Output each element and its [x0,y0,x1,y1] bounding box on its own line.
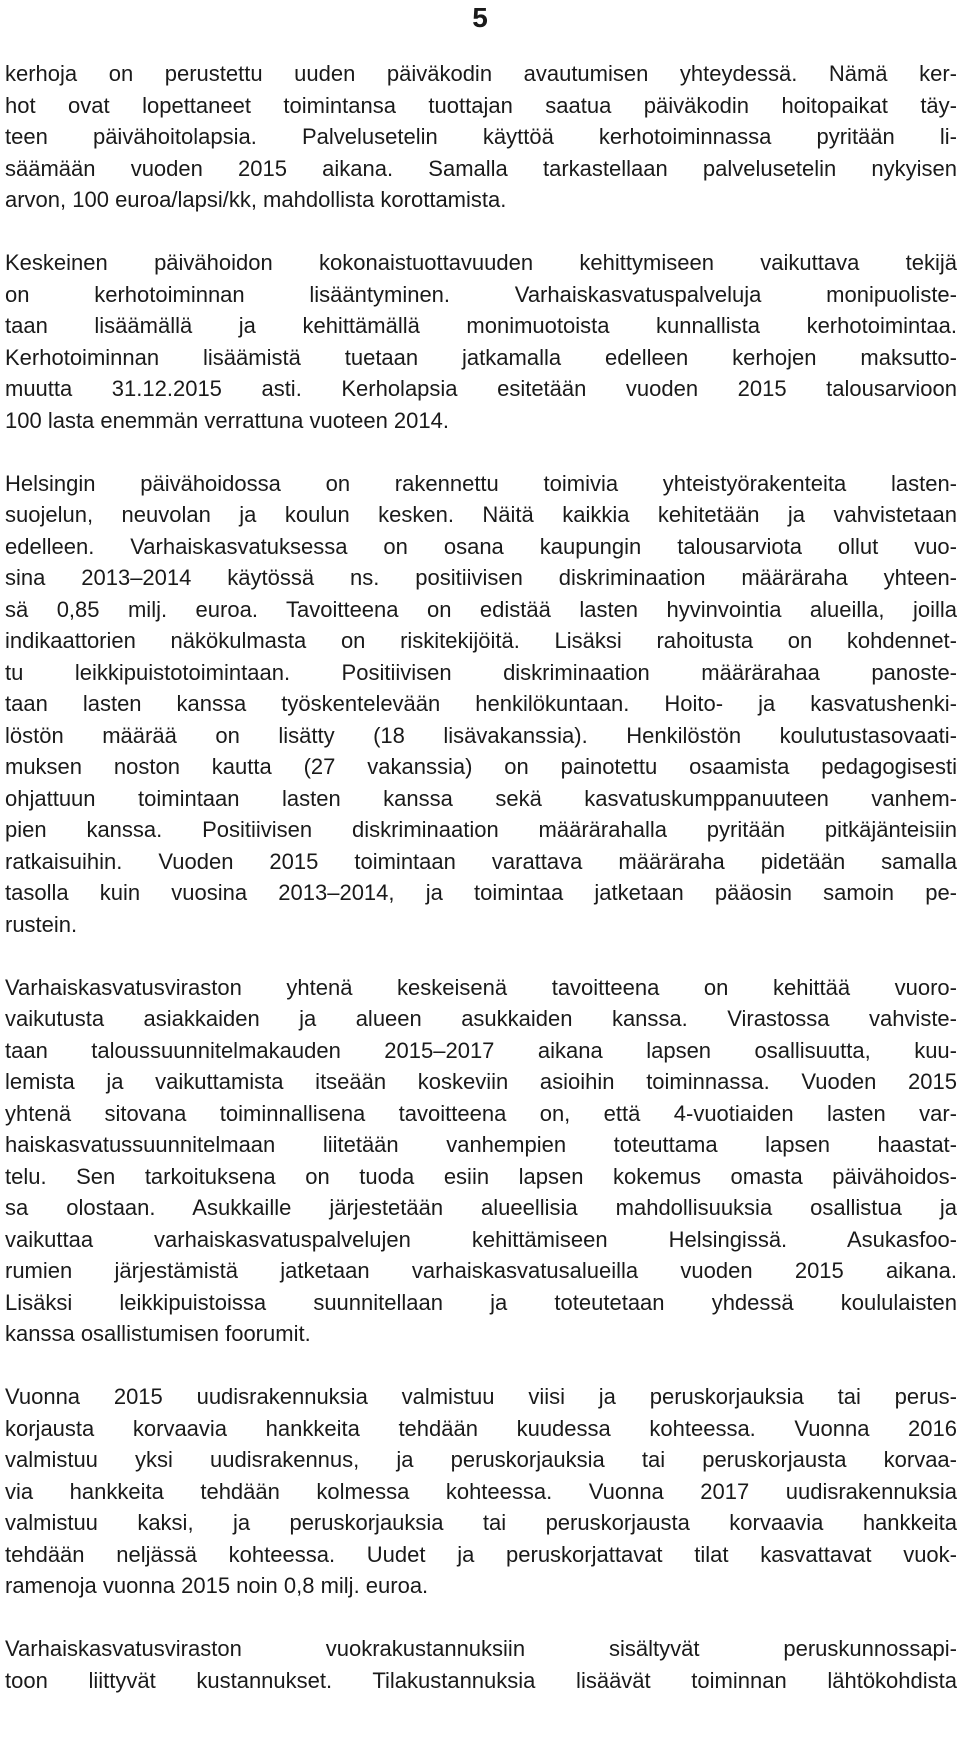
text-line: Varhaiskasvatusviraston vuokrakustannuksiin sisältyvät peruskunnossapi- [5,1636,957,1661]
text-line: hot ovat lopettaneet toimintansa tuottajan saatua päiväkodin hoitopaikat täy- [5,92,957,118]
paragraph [5,468,957,941]
text-line: Kerhotoiminnan lisäämistä tuetaan jatkamalla edelleen kerhojen maksutto- [5,344,957,370]
text-line: teen päivähoitolapsia. Palvelusetelin käyttöä kerhotoiminnassa pyritään li- [5,124,957,149]
document-body [5,58,957,1728]
text-line: lemista ja vaikuttamista itseään koskeviin asioihin toiminnassa. Vuoden 2015 [5,1069,957,1094]
text-line: Helsingin päivähoidossa on rakennettu toimivia yhteistyörakenteita lasten- [5,470,957,496]
paragraph [5,58,957,216]
text-line: telu. Sen tarkoituksena on tuoda esiin lapsen kokemus omasta päivähoidos- [5,1163,957,1189]
text-line: kerhoja on perustettu uuden päiväkodin avautumisen yhteydessä. Nämä ker- [5,61,957,86]
paragraph [5,972,957,1350]
text-line: suojelun, neuvolan ja koulun kesken. Näitä kaikkia kehitetään ja vahvistetaan [5,502,957,527]
text-line: taan lasten kanssa työskentelevään henkilökuntaan. Hoito- ja kasvatushenki- [5,691,957,716]
text-line: Vuonna 2015 uudisrakennuksia valmistuu viisi ja peruskorjauksia tai perus- [5,1384,957,1409]
text-line: arvon, 100 euroa/lapsi/kk, mahdollista korottamista. [5,187,507,212]
text-line: on kerhotoiminnan lisääntyminen. Varhaiskasvatuspalveluja monipuoliste- [5,281,957,307]
text-line: tehdään neljässä kohteessa. Uudet ja peruskorjattavat tilat kasvattavat vuok- [5,1541,957,1567]
text-line: kanssa osallistumisen foorumit. [5,1321,311,1346]
text-line: korjausta korvaavia hankkeita tehdään kuudessa kohteessa. Vuonna 2016 [5,1415,957,1441]
text-line: indikaattorien näkökulmasta on riskitekijöitä. Lisäksi rahoitusta on kohdennet- [5,628,957,653]
text-line: sä 0,85 milj. euroa. Tavoitteena on edistää lasten hyvinvointia alueilla, joilla [5,596,957,622]
paragraph [5,1381,957,1602]
text-line: sa olostaan. Asukkaille järjestetään alueellisia mahdollisuuksia osallistua ja [5,1195,957,1220]
text-line: haiskasvatussuunnitelmaan liitetään vanhempien toteuttama lapsen haastat- [5,1132,957,1157]
text-line: vaikutusta asiakkaiden ja alueen asukkaiden kanssa. Virastossa vahviste- [5,1006,957,1031]
text-line: pien kanssa. Positiivisen diskriminaation määrärahalla pyritään pitkäjänteisiin [5,817,957,842]
text-line: vaikuttaa varhaiskasvatuspalvelujen kehittämiseen Helsingissä. Asukasfoo- [5,1226,957,1252]
text-line: taan taloussuunnitelmakauden 2015–2017 aikana lapsen osallisuutta, kuu- [5,1037,957,1063]
text-line: via hankkeita tehdään kolmessa kohteessa. Vuonna 2017 uudisrakennuksia [5,1478,957,1504]
paragraph [5,247,957,436]
text-line: Varhaiskasvatusviraston yhtenä keskeisenä tavoitteena on kehittää vuoro- [5,974,957,1000]
text-line: tu leikkipuistotoimintaan. Positiivisen diskriminaation määrärahaa panoste- [5,659,957,685]
text-line: ramenoja vuonna 2015 noin 0,8 milj. euroa. [5,1573,429,1598]
text-line: muutta 31.12.2015 asti. Kerholapsia esitetään vuoden 2015 talousarvioon [5,376,957,401]
text-line: valmistuu kaksi, ja peruskorjauksia tai peruskorjausta korvaavia hankkeita [5,1510,957,1535]
text-line: löstön määrää on lisätty (18 lisävakanssia). Henkilöstön koulutustasovaati- [5,722,957,748]
text-line: yhtenä sitovana toiminnallisena tavoitteena on, että 4-vuotiaiden lasten var- [5,1100,957,1126]
paragraph [5,1633,957,1696]
text-line: sina 2013–2014 käytössä ns. positiivisen diskriminaation määräraha yhteen- [5,565,957,590]
text-line: tasolla kuin vuosina 2013–2014, ja toimintaa jatketaan pääosin samoin pe- [5,880,957,905]
text-line: toon liittyvät kustannukset. Tilakustannuksia lisäävät toiminnan lähtökohdista [5,1667,957,1693]
text-line: Keskeinen päivähoidon kokonaistuottavuuden kehittymiseen vaikuttava tekijä [5,250,957,275]
text-line: edelleen. Varhaiskasvatuksessa on osana kaupungin talousarviota ollut vuo- [5,533,957,559]
page-number: 5 [472,2,488,33]
text-line: taan lisäämällä ja kehittämällä monimuotoista kunnallista kerhotoimintaa. [5,313,957,338]
text-line: Lisäksi leikkipuistoissa suunnitellaan ja toteutetaan yhdessä koululaisten [5,1289,957,1315]
text-line: muksen noston kautta (27 vakanssia) on painotettu osaamista pedagogisesti [5,754,957,779]
text-line: valmistuu yksi uudisrakennus, ja peruskorjauksia tai peruskorjausta korvaa- [5,1447,957,1472]
text-line: ratkaisuihin. Vuoden 2015 toimintaan varattava määräraha pidetään samalla [5,848,957,874]
text-line: rustein. [5,911,78,937]
text-line: rumien järjestämistä jatketaan varhaiskasvatusalueilla vuoden 2015 aikana. [5,1258,957,1283]
text-line: ohjattuun toimintaan lasten kanssa sekä kasvatuskumppanuuteen vanhem- [5,785,957,811]
text-line: 100 lasta enemmän verrattuna vuoteen 2014. [5,407,449,433]
text-line: säämään vuoden 2015 aikana. Samalla tarkastellaan palvelusetelin nykyisen [5,155,957,181]
